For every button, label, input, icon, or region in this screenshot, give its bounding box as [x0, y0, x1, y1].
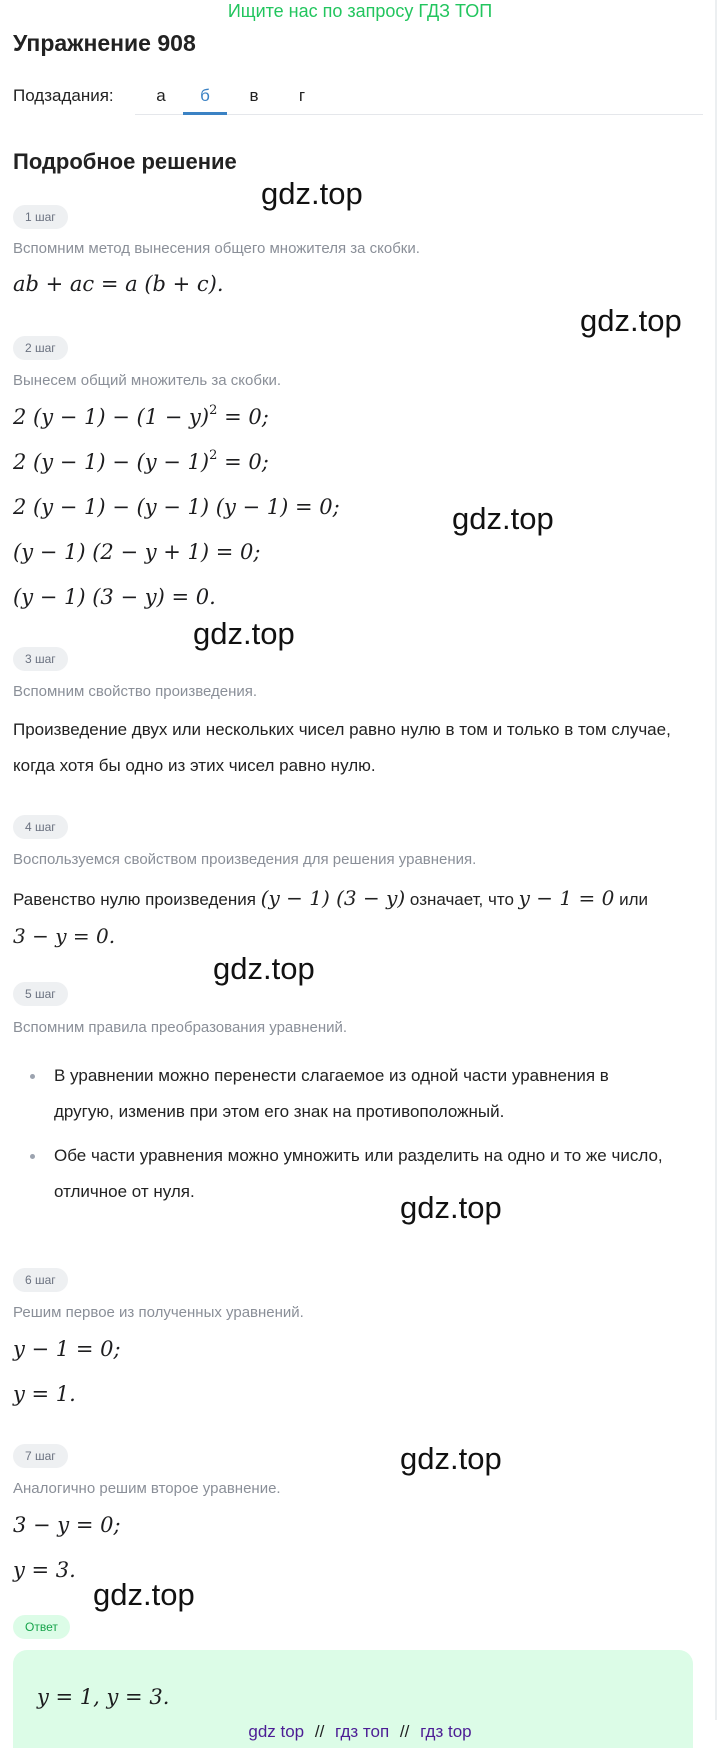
watermark: gdz.top [580, 303, 682, 338]
tab-g[interactable]: г [298, 86, 306, 105]
page-title: Упражнение 908 [13, 30, 196, 56]
answer-badge: Ответ [13, 1615, 70, 1639]
watermark: gdz.top [93, 1577, 195, 1612]
step-badge: 1 шаг [13, 205, 68, 229]
step-hint: Вспомним метод вынесения общего множителя за скобки. [13, 240, 420, 257]
watermark: gdz.top [213, 951, 315, 986]
watermark: gdz.top [400, 1441, 502, 1476]
step-badge: 4 шаг [13, 815, 68, 839]
math-line: 3 − y = 0; [13, 1513, 121, 1537]
footer-link[interactable]: gdz top [248, 1722, 305, 1741]
footer-links [0, 1722, 720, 1742]
step-hint: Вспомним правила преобразования уравнений. [13, 1019, 348, 1036]
subtasks-label: Подзадания: [13, 86, 114, 105]
tab-a[interactable]: а [156, 86, 166, 105]
math-line: 2 (y − 1) − (y − 1) (y − 1) = 0; [13, 495, 340, 519]
footer-link[interactable]: гдз top [420, 1722, 472, 1741]
math-line: 2 $(y - 1) - (1 - y)^2 = 0$; [13, 403, 269, 429]
answer-value: y = 1, y = 3. [37, 1685, 170, 1709]
step-badge: 5 шаг [13, 982, 68, 1006]
footer-separator: // [399, 1722, 410, 1741]
watermark: gdz.top [452, 501, 554, 536]
math-line: ab + ac = a (b + c). [13, 272, 224, 296]
section-title: Подробное решение [13, 149, 237, 174]
bullet-icon [30, 1074, 35, 1079]
step-badge: 7 шаг [13, 1444, 68, 1468]
watermark: gdz.top [261, 176, 363, 211]
tab-v[interactable]: в [249, 86, 259, 105]
tab-b[interactable]: б [183, 83, 227, 115]
math-line: y − 1 = 0; [13, 1337, 121, 1361]
list-item: В уравнении можно перенести слагаемое из одной части уравнения в другую, изменив при этом его знак на противоположный. [30, 1058, 670, 1130]
math-line: y = 3. [13, 1558, 76, 1582]
step-hint: Вынесем общий множитель за скобки. [13, 372, 282, 389]
watermark: gdz.top [193, 616, 295, 651]
step-badge: 6 шаг [13, 1268, 68, 1292]
math-line: (y − 1) (3 − y) = 0. [13, 585, 216, 609]
footer-link[interactable]: гдз топ [335, 1722, 390, 1741]
watermark: gdz.top [400, 1190, 502, 1225]
step-text: Произведение двух или нескольких чисел равно нулю в том и только в том случае, когда хотя бы одно из этих чисел равно нулю. [13, 720, 671, 775]
math-line: (y − 1) (2 − y + 1) = 0; [13, 540, 261, 564]
math-line: 2 $(y - 1) - (y - 1)^2 = 0$; [13, 448, 269, 474]
step-text: Равенство нулю произведения (y − 1) (3 − y) означает, что y − 1 = 0 или 3 − y = 0. [13, 886, 648, 948]
step-hint: Аналогично решим второе уравнение. [13, 1480, 281, 1497]
footer-separator: // [314, 1722, 325, 1741]
step-hint: Воспользуемся свойством произведения для решения уравнения. [13, 851, 477, 868]
subtasks-nav [13, 83, 693, 117]
step-badge: 3 шаг [13, 647, 68, 671]
search-banner: Ищите нас по запросу ГДЗ ТОП [227, 1, 493, 21]
scrollbar[interactable] [715, 0, 717, 1720]
math-line: y = 1. [13, 1382, 76, 1406]
bullet-icon [30, 1154, 35, 1159]
step-badge: 2 шаг [13, 336, 68, 360]
step-hint: Вспомним свойство произведения. [13, 683, 258, 700]
list-item: Обе части уравнения можно умножить или разделить на одно и то же число, отличное от нуля. [30, 1138, 670, 1210]
step-hint: Решим первое из полученных уравнений. [13, 1304, 304, 1321]
